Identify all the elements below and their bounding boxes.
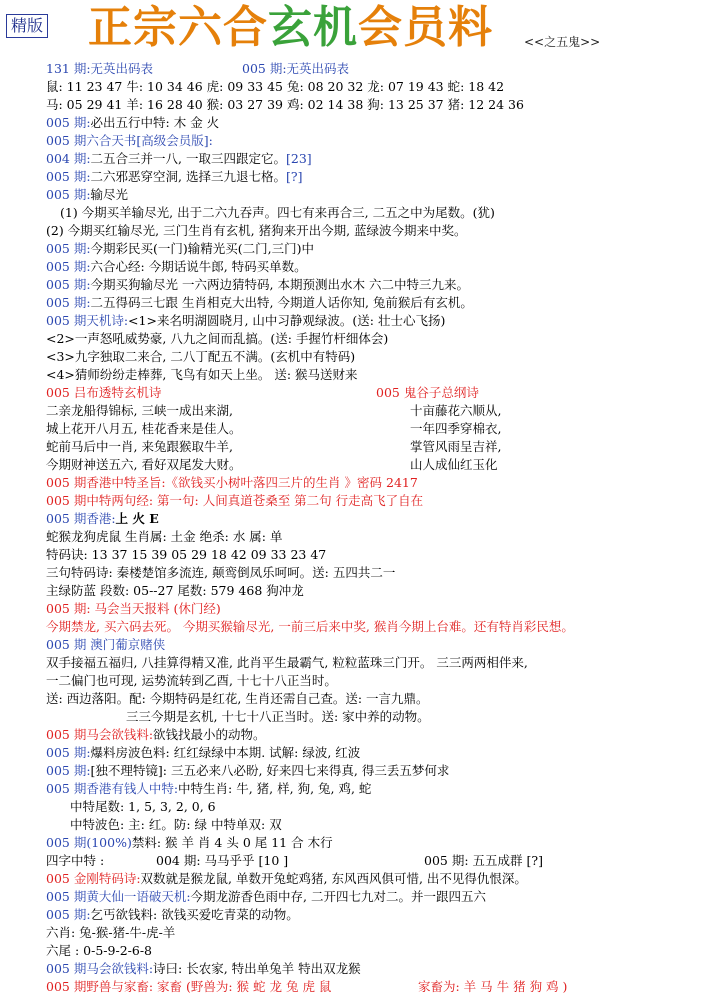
page-title: 正宗六合玄机会员料	[88, 2, 493, 53]
text-line	[46, 348, 706, 366]
text-line	[46, 276, 706, 294]
text-segment: 005 期香港有钱人中特:	[46, 781, 179, 796]
text-line	[46, 204, 706, 222]
text-segment: 005 期:无英出码表	[242, 61, 350, 76]
text-segment: 005 期(100%)	[46, 835, 132, 850]
text-segment: <4>猜师纷纷走棒葬, 飞鸟有如天上坐。 送: 猴马送财来	[46, 367, 358, 382]
text-segment: 家畜为: 羊 马 牛 猪 狗 鸡 )	[418, 979, 568, 994]
text-segment: 005 期:	[46, 241, 91, 256]
text-segment: (1) 今期买羊输尽光, 出于二六九吞声。四七有来再合三, 二五之中为尾数。(犹)	[60, 205, 495, 220]
text-line	[46, 960, 706, 978]
text-segment: 鼠: 11 23 47 牛: 10 34 46 虎: 09 33 45 兔: 08 20 32 龙: 07 19 43 蛇: 18 42	[46, 79, 505, 94]
text-line	[46, 906, 706, 924]
text-segment: 送: 西边落阳。配: 今期特码是红花, 生肖还需自己查。送: 一言九鼎。	[46, 691, 429, 706]
page-subtitle: <<之五鬼>>	[524, 35, 601, 49]
text-segment: 二五合三并一八, 一取三四跟定它。	[90, 151, 286, 166]
text-segment: 005 期:	[46, 295, 91, 310]
text-line	[46, 402, 706, 420]
text-segment: 005 期:	[46, 187, 91, 202]
text-line	[46, 762, 706, 780]
text-segment: 今期龙游香色雨中存, 二开四七九对二。并一跟四五六	[190, 889, 486, 904]
text-line	[46, 780, 706, 798]
text-line	[46, 258, 706, 276]
text-line	[46, 294, 706, 312]
text-segment: 005 期马会欲钱料:	[46, 727, 154, 742]
text-segment: 上 火 E	[115, 511, 159, 526]
text-segment: <2>一声怒吼威势豪, 八九之间而乱搞。(送: 手握竹杆细体会)	[46, 331, 389, 346]
text-segment: 中特生肖: 牛, 猪, 样, 狗, 兔, 鸡, 蛇	[178, 781, 372, 796]
text-segment: 005 吕布透特玄机诗	[46, 385, 162, 400]
text-segment: 005 期六合天书[高级会员版]:	[46, 133, 213, 148]
text-line	[46, 546, 706, 564]
text-segment: 三三今期是玄机, 十七十八正当时。送: 家中养的动物。	[126, 709, 430, 724]
text-segment: 蛇猴龙狗虎鼠 生肖属: 土金 绝杀: 水 属: 单	[46, 529, 283, 544]
text-line	[46, 726, 706, 744]
text-line	[46, 384, 706, 402]
text-line	[46, 708, 706, 726]
text-line	[46, 474, 706, 492]
text-segment: 今期财神送五六, 看好双尾发大财。	[46, 457, 242, 472]
text-segment: 主绿防蓝 段数: 05--27 尾数: 579 468 狗冲龙	[46, 583, 304, 598]
text-segment: 输尽光	[90, 187, 129, 202]
text-segment: 005 期:	[46, 763, 91, 778]
text-line	[46, 222, 706, 240]
text-segment: 今期买狗输尽光 一六两边猜特码, 本期预测出水木 六二中特三九来。	[90, 277, 469, 292]
text-segment: 005 期:	[46, 115, 91, 130]
text-line	[46, 168, 706, 186]
text-segment: 三句特码诗: 秦楼楚馆多流连, 颠鸾倒凤乐呵呵。送: 五四共二一	[46, 565, 396, 580]
text-segment: 131 期:无英出码表	[46, 61, 154, 76]
text-segment: 中特尾数: 1, 5, 3, 2, 0, 6	[70, 799, 216, 814]
text-segment: 蛇前马后中一肖, 来兔跟猴取牛羊,	[46, 439, 233, 454]
text-line	[46, 312, 706, 330]
text-segment: 四字中特 :	[46, 853, 105, 868]
text-segment: 山人成仙红玉化	[410, 457, 498, 472]
text-segment: 005 金刚特码诗:	[46, 871, 141, 886]
text-line	[46, 744, 706, 762]
text-segment: 掌管风雨呈吉祥,	[410, 439, 502, 454]
text-segment: 005 期 澳门葡京赌侠	[46, 637, 166, 652]
text-line	[46, 564, 706, 582]
text-line	[46, 114, 706, 132]
text-line	[46, 924, 706, 942]
text-segment: [独不理特镜]: 三五必来八必盼, 好来四七来得真, 得三丢五梦何求	[90, 763, 450, 778]
text-segment: 005 期野兽与家畜: 家畜 (野兽为: 猴 蛇 龙 兔 虎 鼠	[46, 979, 332, 994]
text-line	[46, 636, 706, 654]
text-line	[46, 456, 706, 474]
text-segment: 005 期马会欲钱料:	[46, 961, 154, 976]
text-segment: 马: 05 29 41 羊: 16 28 40 猴: 03 27 39 鸡: 02 14 38 狗: 13 25 37 猪: 12 24 36	[46, 97, 524, 112]
text-segment: 005 期香港中特圣旨:《欲钱买小树叶落四三片的生肖 》密码 2417	[46, 475, 418, 490]
text-line	[46, 816, 706, 834]
text-segment: 二五得码三七跟 生肖相克大出特, 今期道人话你知, 兔前猴后有玄机。	[90, 295, 473, 310]
text-line	[46, 420, 706, 438]
text-segment: 一二偏门也可现, 运势流转到乙酉, 十七十八正当时。	[46, 673, 337, 688]
text-segment: <1>来名明湖圆晓月, 山中习静观绿波。(送: 壮士心飞扬)	[128, 313, 446, 328]
text-segment: 双数就是猴龙鼠, 单数开兔蛇鸡猪, 东风西风俱可惜, 出不见得仇恨深。	[140, 871, 527, 886]
text-segment: 双手接福五福归, 八挂算得精又准, 此肖平生最霸气, 粒粒蓝珠三门开。 三三两两相伴来,	[46, 655, 528, 670]
text-line	[46, 942, 706, 960]
text-line	[46, 852, 706, 870]
text-segment: 二亲龙船得锦标, 三峡一成出来湖,	[46, 403, 233, 418]
text-line	[46, 510, 706, 528]
text-line	[46, 978, 706, 996]
text-segment: 乞丐欲钱料: 欲钱买爱吃青菜的动物。	[90, 907, 299, 922]
text-segment: 005 期:	[46, 259, 91, 274]
text-segment: 特码诀: 13 37 15 39 05 29 18 42 09 33 23 47	[46, 547, 327, 562]
text-segment: 005 期:	[46, 169, 91, 184]
text-line	[46, 798, 706, 816]
text-line	[46, 150, 706, 168]
text-line	[46, 888, 706, 906]
text-line	[46, 186, 706, 204]
text-line	[46, 78, 706, 96]
text-segment: 爆料房波色料: 红红绿绿中本期. 试解: 绿波, 红波	[90, 745, 361, 760]
text-line	[46, 366, 706, 384]
text-line	[46, 96, 706, 114]
text-segment: 005 期: 马会当天报料 (休门经)	[46, 601, 221, 616]
text-segment: 005 期天机诗:	[46, 313, 129, 328]
text-line	[46, 330, 706, 348]
text-line	[46, 528, 706, 546]
text-segment: 004 期: 马马乎乎 [10 ]	[156, 853, 289, 868]
text-line	[46, 60, 706, 78]
text-segment: 十亩藤花六顺从,	[410, 403, 502, 418]
text-segment: 005 期:	[46, 907, 91, 922]
text-line	[46, 600, 706, 618]
text-line	[46, 438, 706, 456]
text-line	[46, 132, 706, 150]
text-segment: 中特波色: 主: 红。防: 绿 中特单双: 双	[70, 817, 282, 832]
text-segment: 二六邪恶穿空洞, 选择三九退七格。	[90, 169, 286, 184]
text-line	[46, 240, 706, 258]
text-segment: 005 期:	[46, 745, 91, 760]
badge: 精版	[6, 14, 48, 38]
text-segment: 一年四季穿棉衣,	[410, 421, 502, 436]
text-line	[46, 672, 706, 690]
text-segment: [?]	[286, 169, 303, 184]
text-segment: 005 期香港:	[46, 511, 116, 526]
text-line	[46, 870, 706, 888]
text-segment: <3>九字独取二来合, 二八丁配五不满。(玄机中有特码)	[46, 349, 356, 364]
text-segment: 004 期:	[46, 151, 91, 166]
text-segment: 六尾 : 0-5-9-2-6-8	[46, 943, 152, 958]
text-segment: 005 期黄大仙一语破天机:	[46, 889, 191, 904]
page-header	[0, 0, 713, 60]
text-segment: 今期禁龙, 买六码去死。 今期买猴输尽光, 一前三后来中奖, 猴肖今期上台难。还有特肖彩民想。	[46, 619, 574, 634]
text-line	[46, 618, 706, 636]
text-segment: 005 鬼谷子总纲诗	[376, 385, 479, 400]
text-segment: 诗曰: 长农家, 特出单兔羊 特出双龙猴	[153, 961, 361, 976]
text-segment: 005 期: 五五成群 [?]	[424, 853, 543, 868]
text-line	[46, 834, 706, 852]
text-segment: (2) 今期买红输尽光, 三门生肖有玄机, 猪狗来开出今期, 蓝绿波今期来中奖。	[46, 223, 467, 238]
text-segment: 今期彩民买(一门)输精光买(二门,三门)中	[90, 241, 315, 256]
text-segment: 六肖: 兔-猴-猪-牛-虎-羊	[46, 925, 176, 940]
text-line	[46, 582, 706, 600]
text-segment: 必出五行中特: 木 金 火	[90, 115, 220, 130]
text-segment: 欲钱找最小的动物。	[153, 727, 266, 742]
text-line	[46, 654, 706, 672]
text-line	[46, 690, 706, 708]
text-segment: 005 期中特两句经: 第一句: 人间真道苍桑至 第二句 行走高飞了自在	[46, 493, 424, 508]
text-segment: 禁料: 猴 羊 肖 4 头 0 尾 11 合 木行	[131, 835, 333, 850]
text-line	[46, 492, 706, 510]
text-segment: [23]	[286, 151, 312, 166]
text-segment: 城上花开八月五, 桂花香来是佳人。	[46, 421, 242, 436]
text-segment: 005 期:	[46, 277, 91, 292]
text-segment: 六合心经: 今期话说牛郎, 特码买单数。	[90, 259, 307, 274]
document-body	[46, 60, 706, 996]
